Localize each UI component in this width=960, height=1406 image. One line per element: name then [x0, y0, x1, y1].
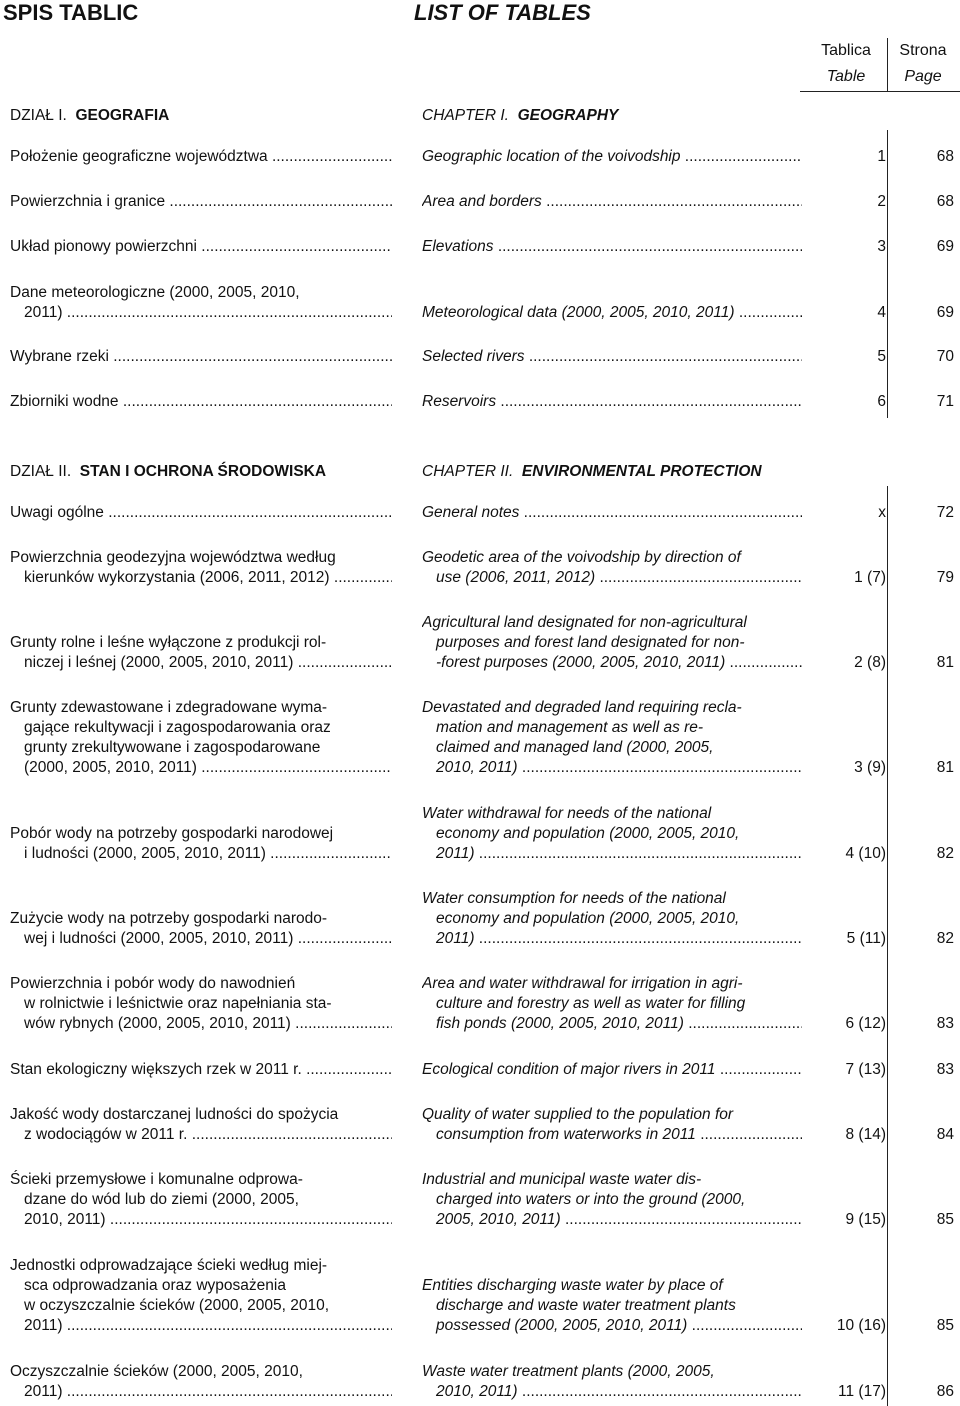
entry-line-pl: grunty zrekultywowane i zagospodarowane: [24, 739, 321, 756]
entry-line-pl: dzane do wód lub do ziemi (2000, 2005,: [24, 1191, 299, 1208]
entry-line-en: Water withdrawal for needs of the national: [422, 805, 712, 822]
chapter-title-en: ENVIRONMENTAL PROTECTION: [521, 463, 762, 480]
page-number: 82: [936, 845, 954, 862]
entry-title-en: [422, 548, 802, 588]
entry-title-en: [422, 503, 802, 523]
chapter-title-pl: GEOGRAFIA: [75, 107, 170, 124]
entry-line-pl: wów rybnych (2000, 2005, 2010, 2011) .....: [10, 1014, 392, 1034]
table-number-value: 10 (16): [836, 1317, 886, 1334]
entry-line-pl: Ścieki przemysłowe i komunalne odprowa-: [10, 1171, 303, 1188]
entry-title-pl: [10, 1105, 392, 1145]
entry-title-pl: [10, 503, 392, 523]
entry-title-pl: [10, 824, 392, 864]
entry-line-en: Reservoirs .....: [422, 392, 802, 412]
entry-line-pl: Wybrane rzeki .....: [10, 347, 392, 367]
chapter-label-en: CHAPTER I.: [422, 107, 509, 124]
entry-line-en: discharge and waste water treatment plants: [436, 1297, 736, 1314]
table-number-value: x: [878, 504, 886, 521]
table-number: [806, 1210, 886, 1230]
entry-line-en: General notes .....: [422, 503, 802, 523]
entry-title-en: [422, 303, 802, 323]
chapter-heading-en: [422, 462, 762, 482]
page-number: 85: [936, 1211, 954, 1228]
entry-title-pl: [10, 1256, 392, 1336]
page-number: 84: [936, 1126, 954, 1143]
page-number: 81: [936, 654, 954, 671]
entry-line-pl: w rolnictwie i leśnictwie oraz napełniania sta-: [24, 995, 332, 1012]
entry-title-pl: [10, 974, 392, 1034]
table-number-value: 1: [877, 148, 886, 165]
table-number: [806, 758, 886, 778]
entry-line-en: 2010, 2011) .....: [422, 758, 802, 778]
entry-title-pl: [10, 192, 392, 212]
table-number-value: 4: [877, 304, 886, 321]
entry-line-pl: Położenie geograficzne województwa .....: [10, 147, 392, 167]
page-number: 68: [936, 148, 954, 165]
entry-line-en: Area and water withdrawal for irrigation in agri-: [422, 975, 743, 992]
title-polish: SPIS TABLIC: [3, 0, 139, 25]
entry-line-en: economy and population (2000, 2005, 2010,: [436, 910, 740, 927]
entry-line-pl: i ludności (2000, 2005, 2010, 2011) .....: [10, 844, 392, 864]
entry-line-pl: Układ pionowy powierzchni .....: [10, 237, 392, 257]
chapter-heading-pl: [10, 106, 169, 126]
entry-line-en: possessed (2000, 2005, 2010, 2011) .....: [422, 1316, 802, 1336]
entry-title-en: [422, 889, 802, 949]
entry-line-en: economy and population (2000, 2005, 2010,: [436, 825, 740, 842]
entry-line-en: fish ponds (2000, 2005, 2010, 2011) .....: [422, 1014, 802, 1034]
entry-title-pl: [10, 1170, 392, 1230]
entry-line-en: 2005, 2010, 2011) .....: [422, 1210, 802, 1230]
table-number: [806, 237, 886, 257]
table-number-value: 9 (15): [845, 1211, 886, 1228]
entry-line-pl: 2011) .....: [10, 1316, 392, 1336]
entry-line-en: -forest purposes (2000, 2005, 2010, 2011) .....: [422, 653, 802, 673]
page-number: 68: [936, 193, 954, 210]
entry-line-pl: w oczyszczalnie ścieków (2000, 2005, 2010,: [24, 1297, 329, 1314]
entry-title-en: [422, 1060, 802, 1080]
table-number: [806, 192, 886, 212]
entry-line-pl: kierunków wykorzystania (2006, 2011, 2012) .....: [10, 568, 392, 588]
header-rule: [800, 91, 960, 92]
entry-line-pl: Oczyszczalnie ścieków (2000, 2005, 2010,: [10, 1363, 303, 1380]
entry-line-en: 2011) .....: [422, 844, 802, 864]
entry-line-en: Ecological condition of major rivers in 2011 .....: [422, 1060, 802, 1080]
table-number-value: 1 (7): [854, 569, 886, 586]
table-header-en: Table: [826, 68, 866, 85]
entry-line-en: claimed and managed land (2000, 2005,: [436, 739, 714, 756]
entry-title-pl: [10, 698, 392, 778]
entry-line-en: Geodetic area of the voivodship by direction of: [422, 549, 741, 566]
table-number-value: 6: [877, 393, 886, 410]
chapter-label-pl: DZIAŁ I.: [10, 107, 67, 124]
entry-title-pl: [10, 392, 392, 412]
table-number: [806, 929, 886, 949]
table-number: [806, 1316, 886, 1336]
chapter-label-pl: DZIAŁ II.: [10, 463, 72, 480]
entry-line-en: Devastated and degraded land requiring recla-: [422, 699, 742, 716]
page-column-header: [888, 38, 958, 90]
entry-line-pl: niczej i leśnej (2000, 2005, 2010, 2011) .....: [10, 653, 392, 673]
table-header-pl: Tablica: [821, 42, 871, 59]
table-number: [806, 653, 886, 673]
page-header-en: Page: [904, 68, 942, 85]
entry-line-pl: Uwagi ogólne .....: [10, 503, 392, 523]
entry-line-en: 2010, 2011) .....: [422, 1382, 802, 1402]
page-number: 85: [936, 1317, 954, 1334]
entry-line-en: purposes and forest land designated for non-: [436, 634, 745, 651]
table-number: [806, 347, 886, 367]
table-number-value: 3: [877, 238, 886, 255]
entry-line-en: Entities discharging waste water by place of: [422, 1277, 723, 1294]
page-number: 83: [936, 1061, 954, 1078]
entry-line-pl: sca odprowadzania oraz wyposażenia: [24, 1277, 286, 1294]
entry-title-pl: [10, 909, 392, 949]
table-number-value: 11 (17): [838, 1383, 886, 1400]
entry-line-pl: 2011) .....: [10, 1382, 392, 1402]
entry-line-pl: Grunty zdewastowane i zdegradowane wyma-: [10, 699, 328, 716]
page-number: 70: [936, 348, 954, 365]
page-number: 71: [936, 393, 954, 410]
page-number: 69: [936, 304, 954, 321]
entry-line-en: Elevations .....: [422, 237, 802, 257]
entry-line-en: Meteorological data (2000, 2005, 2010, 2011) .....: [422, 303, 802, 323]
entry-line-pl: Powierzchnia i granice .....: [10, 192, 392, 212]
entry-line-pl: Zbiorniki wodne .....: [10, 392, 392, 412]
page-number: 79: [936, 569, 954, 586]
page-number: 69: [936, 238, 954, 255]
entry-title-en: [422, 974, 802, 1034]
entry-line-en: Water consumption for needs of the national: [422, 890, 726, 907]
entry-line-pl: wej i ludności (2000, 2005, 2010, 2011) .....: [10, 929, 392, 949]
table-number: [806, 303, 886, 323]
entry-title-en: [422, 237, 802, 257]
page-number: 83: [936, 1015, 954, 1032]
table-number: [806, 147, 886, 167]
entry-line-en: Agricultural land designated for non-agricultural: [422, 614, 747, 631]
page-number: 81: [936, 759, 954, 776]
page-number: 72: [936, 504, 954, 521]
table-number-value: 2 (8): [854, 654, 886, 671]
entry-line-en: consumption from waterworks in 2011 .....: [422, 1125, 802, 1145]
entry-line-en: Area and borders .....: [422, 192, 802, 212]
entry-line-pl: Dane meteorologiczne (2000, 2005, 2010,: [10, 284, 300, 301]
entry-title-en: [422, 1170, 802, 1230]
entry-line-pl: Jakość wody dostarczanej ludności do spożycia: [10, 1106, 339, 1123]
table-number: [806, 392, 886, 412]
entry-title-pl: [10, 548, 392, 588]
entry-title-pl: [10, 283, 392, 323]
table-number: [806, 568, 886, 588]
entry-line-en: Waste water treatment plants (2000, 2005,: [422, 1363, 715, 1380]
entry-title-pl: [10, 1362, 392, 1402]
chapter-title-en: GEOGRAPHY: [517, 107, 619, 124]
entry-title-en: [422, 392, 802, 412]
entry-title-pl: [10, 237, 392, 257]
entry-title-pl: [10, 347, 392, 367]
table-number: [806, 844, 886, 864]
entry-line-pl: 2010, 2011) .....: [10, 1210, 392, 1230]
entry-line-pl: Grunty rolne i leśne wyłączone z produkcji rol-: [10, 634, 327, 651]
table-number-value: 8 (14): [845, 1126, 886, 1143]
entry-line-en: Quality of water supplied to the population for: [422, 1106, 734, 1123]
page-number: 86: [936, 1383, 954, 1400]
entry-title-en: [422, 1105, 802, 1145]
table-number-value: 5: [877, 348, 886, 365]
page-number: 82: [936, 930, 954, 947]
entry-line-en: Geographic location of the voivodship .....: [422, 147, 802, 167]
column-divider: [887, 130, 888, 418]
entry-line-pl: Zużycie wody na potrzeby gospodarki narodo-: [10, 910, 328, 927]
entry-line-pl: Jednostki odprowadzające ścieki według miej-: [10, 1257, 328, 1274]
entry-title-en: [422, 347, 802, 367]
table-number: [806, 1014, 886, 1034]
entry-title-en: [422, 1276, 802, 1336]
table-number-value: 4 (10): [845, 845, 886, 862]
table-number-value: 5 (11): [846, 930, 886, 947]
table-number: [806, 503, 886, 523]
entry-title-en: [422, 804, 802, 864]
entry-title-en: [422, 192, 802, 212]
table-number-value: 6 (12): [845, 1015, 886, 1032]
entry-line-pl: gające rekultywacji i zagospodarowania oraz: [24, 719, 331, 736]
table-number-value: 3 (9): [854, 759, 886, 776]
entry-line-en: charged into waters or into the ground (2000,: [436, 1191, 746, 1208]
entry-line-pl: Powierzchnia i pobór wody do nawodnień: [10, 975, 296, 992]
entry-line-pl: (2000, 2005, 2010, 2011) .....: [10, 758, 392, 778]
header-divider: [887, 38, 888, 92]
entry-line-en: use (2006, 2011, 2012) .....: [422, 568, 802, 588]
table-number-value: 7 (13): [845, 1061, 886, 1078]
chapter-heading-en: [422, 106, 618, 126]
chapter-heading-pl: [10, 462, 326, 482]
entry-line-pl: Pobór wody na potrzeby gospodarki narodowej: [10, 825, 334, 842]
chapter-title-pl: STAN I OCHRONA ŚRODOWISKA: [79, 463, 327, 480]
entry-title-pl: [10, 633, 392, 673]
entry-title-en: [422, 698, 802, 778]
table-column-header: [806, 38, 886, 90]
entry-line-en: mation and management as well as re-: [436, 719, 704, 736]
entry-line-en: culture and forestry as well as water for filling: [436, 995, 746, 1012]
table-number: [806, 1125, 886, 1145]
entry-title-en: [422, 1362, 802, 1402]
page-header-pl: Strona: [899, 42, 947, 59]
entry-line-pl: 2011) .....: [10, 303, 392, 323]
entry-line-pl: Powierzchnia geodezyjna województwa według: [10, 549, 336, 566]
entry-title-pl: [10, 1060, 392, 1080]
entry-line-pl: z wodociągów w 2011 r. .....: [10, 1125, 392, 1145]
chapter-label-en: CHAPTER II.: [422, 463, 514, 480]
entry-line-en: 2011) .....: [422, 929, 802, 949]
table-number-value: 2: [877, 193, 886, 210]
entry-line-en: Selected rivers .....: [422, 347, 802, 367]
entry-line-pl: Stan ekologiczny większych rzek w 2011 r. .....: [10, 1060, 392, 1080]
entry-line-en: Industrial and municipal waste water dis-: [422, 1171, 702, 1188]
entry-title-en: [422, 613, 802, 673]
entry-title-en: [422, 147, 802, 167]
entry-title-pl: [10, 147, 392, 167]
table-number: [806, 1060, 886, 1080]
title-english: LIST OF TABLES: [414, 0, 591, 25]
table-number: [806, 1382, 886, 1402]
